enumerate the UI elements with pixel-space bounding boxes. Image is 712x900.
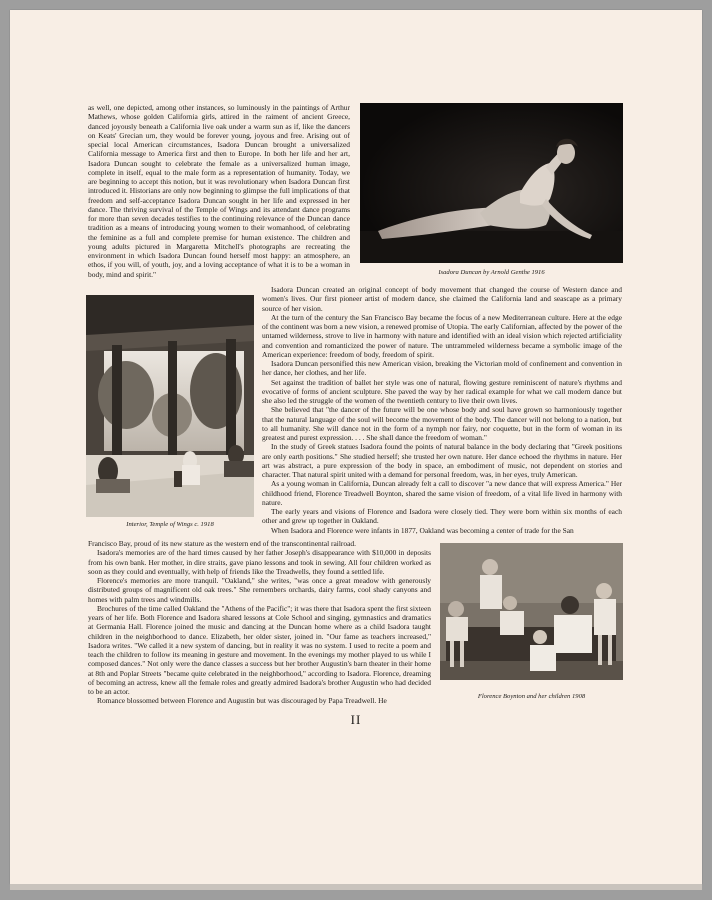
paragraph-greek-statues: In the study of Greek statues Isadora found the points of natural balance in the body declaring that "Greek positions are only earth positions." She studied herself; she trusted her own nature. Her dance echoed the rhythms in nature. Her art was abstract, a pure expression of the body in space, an embodiment of music, not dependent on stories and character. That natural spirit united with a demand for personal freedom, was, in her eyes, truly American. [262, 442, 622, 479]
duncan-photo-caption: Isadora Duncan by Arnold Genthe 1916 [438, 269, 545, 276]
paragraph-railroad-continuation: Francisco Bay, proud of its new stature as the western end of the transcontinental railroad. [88, 539, 357, 548]
lower-article-body [88, 539, 431, 706]
duncan-photo [360, 103, 623, 263]
paragraph-hard-times: Isadora's memories are of the hard times caused by her father Joseph's disappearance with $10,000 in deposits from his own bank. Her mother, in dire straits, gave piano lessons and took in sewing. All four children worked as soon as they could and eventually, with help of friends like the Treadwells, they found a settled life. [88, 548, 431, 576]
page-bottom-shadow [10, 884, 702, 890]
paragraph-romance: Romance blossomed between Florence and Augustin but was discouraged by Papa Treadwell. He [97, 696, 387, 706]
main-article-body [262, 285, 622, 535]
page-number: II [350, 712, 362, 727]
temple-interior-image [86, 295, 254, 517]
paragraph-athens-of-pacific: Brochures of the time called Oakland the "Athens of the Pacific"; it was there that Isadora spent the first sixteen years of her life. Both Florence and Isadora shared lessons at Cole School and singing, gymnastics and dramatics at Germania Hall. Florence joined the music and dancing at the Duncan home where as a child Isadora taught children in the neighborhood to dance. Elizabeth, her older sister, joined in. "Our fame as teachers increased," Isadora writes. "We called it a new system of dancing, but in reality it was no system. I used to recite a poem and teach the children to follow its meaning in gesture and movement. In the evenings my mother played to us while I composed dances." Not only were the dance classes a success but her brother Augustin's barn theater in their home at 8th and Poplar Streets "became quite celebrated in the neighborhood," according to Isadora. Florence, dreaming of becoming an actress, knew all the female roles and greatly admired Isadora's brother Augustin who had decided to be an actor. [88, 603, 431, 696]
interior-photo-caption: Interior, Temple of Wings c. 1918 [126, 521, 214, 528]
interior-photo [86, 295, 254, 517]
paragraph-young-woman: As a young woman in California, Duncan already felt a call to discover "a new dance that will express America." Her childhood friend, Florence Treadwell Boynton, shared the same vision of freedom, of a vital life lived in harmony with nature. [262, 479, 622, 507]
family-group-image [440, 543, 623, 680]
reclining-dancer-image [360, 103, 623, 263]
paragraph-early-years: The early years and visions of Florence and Isadora were closely tied. They were born within six months of each other and grew up together in Oakland. [262, 507, 622, 526]
paragraph-infants-oakland: When Isadora and Florence were infants in 1877, Oakland was becoming a center of trade for the San [271, 525, 574, 535]
paragraph-ballet-tradition: Set against the tradition of ballet her style was one of natural, flowing gesture reminiscent of nature's rhythms and evocative of forms of ancient sculpture. She paved the way by her radical example for what we call modern dance but she also led the struggle of the women of the twentieth century to live their own lives. [262, 377, 622, 405]
family-photo [440, 543, 623, 680]
intro-paragraph: as well, one depicted, among other instances, so luminously in the paintings of Arthur Mathews, whose golden California girls, attired in the raiment of ancient Greece, danced joyously beneath a California live oak under a warm sun as if, like the dancers on Keats' Grecian urn, they would be forever young, joyous and free. Arising out of special local American circumstances, Isadora Duncan brought a universalized California message to America first and then to Europe. In both her life and her art, Isadora Duncan sought to celebrate the female as a universalized human image, complete in itself, equal to the male form as a representation of humanity. Today, we are beginning to accept this notion, but it was revolutionary when Isadora Duncan first introduced it. Historians are only now beginning to glimpse the full implications of that freedom and self-acceptance Isadora Duncan sought in her life and expressed in her dance. The thriving survival of the Temple of Wings and its attendant dance programs for more than seven decades testifies to the continuing relevance of the Duncan dance tradition as a means of introducing young women to their womanhood, of celebrating the feminine as a full and complete premise for human existence. The children and young adults pictured in Margaretta Mitchell's photographs are recreating the environment in which Isadora Duncan found herself most happy: an atmosphere, an ethos, if you will, of youth, joy, and a loving acceptance of what it is to be a woman in body, mind and spirit." [88, 103, 350, 279]
paragraph-dancer-of-future: She believed that "the dancer of the future will be one whose body and soul have grown so harmoniously together that the natural language of the soul will become the movement of the body. The dancer will not belong to a nation, but to all humanity. She will dance not in the form of a nymph nor fairy, nor coquette, but in the form of woman in its greatest and purest expression. . . . She shall dance the freedom of woman." [262, 405, 622, 442]
paragraph-san-francisco-bay: At the turn of the century the San Francisco Bay became the focus of a new Mediterranean culture. Here at the edge of the continent was born a new vision, a renewed promise of Utopia. The early Californian, affected by the power of the untamed wilderness, strove to live in harmony with nature and identified with an ideal vision which rejected artificiality and convention and romanticized the power of nature. The untrammeled wilderness became a symbolic image of the American experience: freedom of body, freedom of spirit. [262, 312, 622, 359]
paragraph-american-vision: Isadora Duncan personified this new American vision, breaking the Victorian mold of confinement and convention in her dance, her clothes, and her life. [262, 359, 622, 378]
family-photo-caption: Florence Boynton and her children 1908 [477, 693, 586, 700]
paragraph-body-movement: Isadora Duncan created an original concept of body movement that changed the course of Western dance and women's lives. Our first pioneer artist of modern dance, she claimed the California land and seascape as a primary source of her vision. [262, 285, 622, 313]
paragraph-florence-memories: Florence's memories are more tranquil. "Oakland," she writes, "was once a great meadow with generously distributed groups of magnificent old oak trees." She remembers orchards, dairy farms, cool shady canyons and homes with palm trees and windmills. [88, 576, 431, 604]
